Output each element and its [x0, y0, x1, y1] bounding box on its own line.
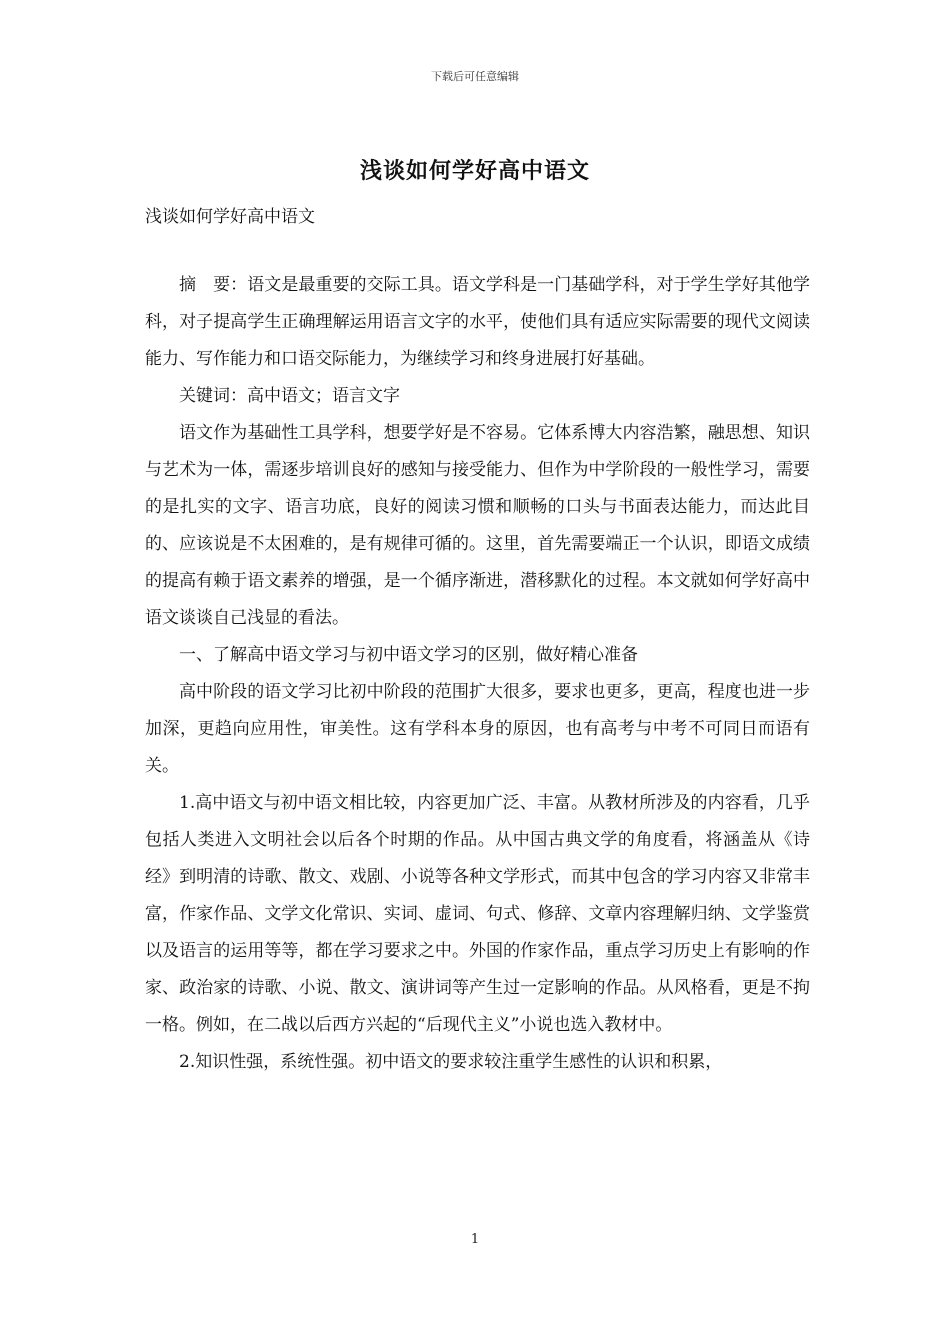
section-heading: 一、了解高中语文学习与初中语文学习的区别，做好精心准备 — [179, 645, 638, 665]
body-paragraph: 语文作为基础性工具学科，想要学好是不容易。它体系博大内容浩繁，融思想、知识与艺术为一体，需逐步培训良好的感知与接受能力、但作为中学阶段的一般性学习，需要的是扎实的文字、语言功底，良好的阅读习惯和顺畅的口头与书面表达能力，而达此目的、应该说是不太困难的，是有规律可循的。这里，首先需要端正一个认识，即语文成绩的提高有赖于语文素养的增强，是一个循序渐进，潜移默化的过程。本文就如何学好高中语文谈谈自己浅显的看法。 — [145, 423, 810, 628]
document-subtitle: 浅谈如何学好高中语文 — [145, 207, 315, 227]
body-paragraph: 高中阶段的语文学习比初中阶段的范围扩大很多，要求也更多，更高，程度也进一步加深，更趋向应用性，审美性。这有学科本身的原因，也有高考与中考不可同日而语有关。 — [145, 682, 810, 776]
page-number: 1 — [470, 1232, 480, 1247]
document-body — [145, 267, 810, 1081]
abstract-paragraph: 摘 要：语文是最重要的交际工具。语文学科是一门基础学科，对于学生学好其他学科，对子提高学生正确理解运用语言文字的水平，使他们具有适应实际需要的现代文阅读能力、写作能力和口语交际能力，为继续学习和终身进展打好基础。 — [145, 275, 810, 369]
document-title: 浅谈如何学好高中语文 — [359, 158, 590, 184]
body-paragraph: 2.知识性强，系统性强。初中语文的要求较注重学生感性的认识和积累， — [179, 1052, 723, 1072]
keywords-paragraph: 关键词：高中语文；语言文字 — [179, 386, 400, 406]
header-note: 下载后可任意编辑 — [431, 70, 519, 83]
body-paragraph: 1.高中语文与初中语文相比较，内容更加广泛、丰富。从教材所涉及的内容看，几乎包括人类进入文明社会以后各个时期的作品。从中国古典文学的角度看，将涵盖从《诗经》到明清的诗歌、散文、戏剧、小说等各种文学形式，而其中包含的学习内容又非常丰富，作家作品、文学文化常识、实词、虚词、句式、修辞、文章内容理解归纳、文学鉴赏以及语言的运用等等，都在学习要求之中。外国的作家作品，重点学习历史上有影响的作家、政治家的诗歌、小说、散文、演讲词等产生过一定影响的作品。从风格看，更是不拘一格。例如，在二战以后西方兴起的“后现代主义”小说也选入教材中。 — [145, 793, 810, 1035]
